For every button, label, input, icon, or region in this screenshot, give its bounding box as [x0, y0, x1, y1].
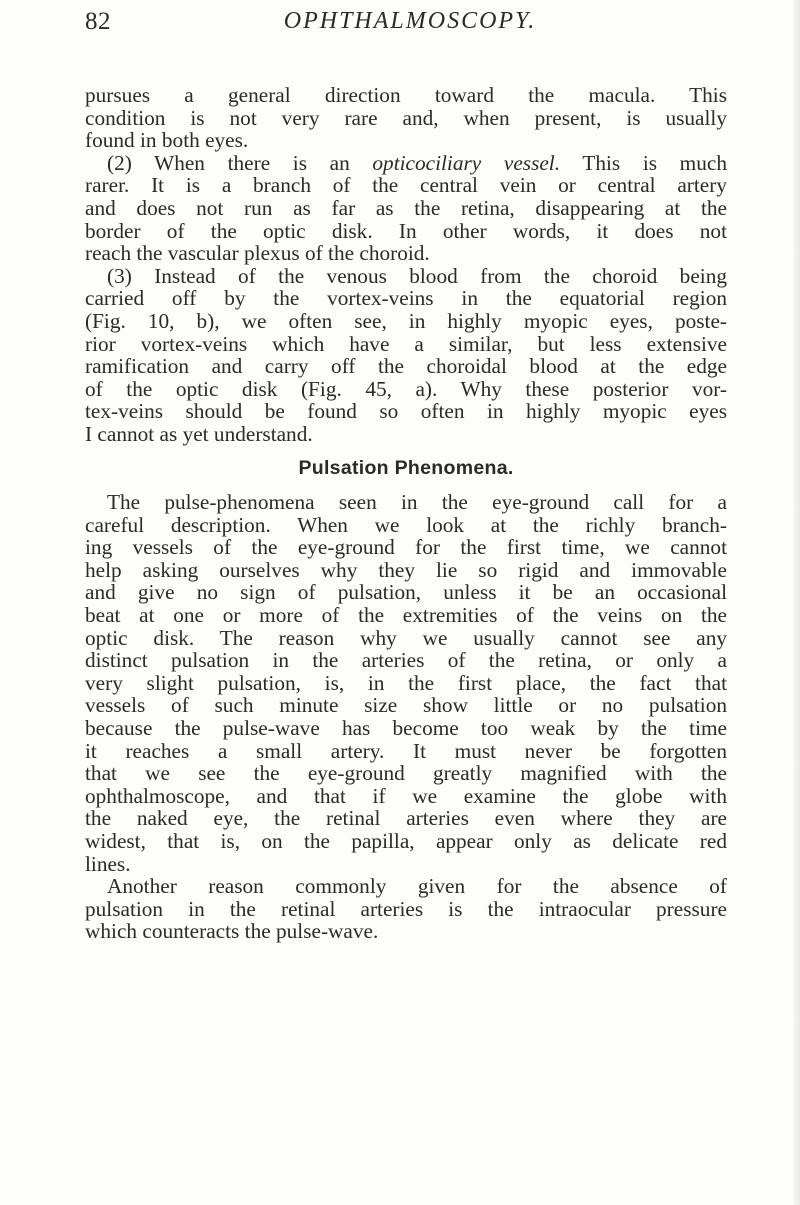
text-line: which counteracts the pulse-wave.	[85, 919, 379, 944]
paragraph-1	[85, 84, 727, 152]
page-number: 82	[85, 8, 111, 35]
text-line: rarer. It is a branch of the central vein or central artery	[85, 173, 727, 198]
text-line: because the pulse-wave has become too weak by the time	[85, 716, 727, 741]
text-line: ramification and carry off the choroidal blood at the edge	[85, 354, 727, 379]
text-line: lines.	[85, 851, 131, 876]
text-line: Another reason commonly given for the absence of	[107, 874, 727, 899]
text-line: widest, that is, on the papilla, appear only as delicate red	[85, 829, 727, 853]
text-line: rior vortex-veins which have a similar, but less extensive	[85, 331, 727, 356]
text-line: border of the optic disk. In other words, it does not	[85, 218, 727, 243]
paragraph-2	[85, 152, 727, 265]
running-head: OPHTHALMOSCOPY.	[283, 8, 537, 34]
emphasis-term: opticociliary vessel.	[372, 150, 561, 175]
text-line: I cannot as yet understand.	[85, 421, 313, 446]
text-line: the naked eye, the retinal arteries even where they are	[85, 806, 727, 831]
text-line: and give no sign of pulsation, unless it be an occasional	[85, 580, 727, 605]
text-line: pulsation in the retinal arteries is the intraocular pressure	[85, 896, 727, 921]
section-heading: Pulsation Phenomena.	[298, 456, 514, 479]
paragraph-4	[85, 491, 727, 875]
text-line: beat at one or more of the extremities of the veins on the	[85, 603, 727, 628]
text-line: very slight pulsation, is, in the first place, the fact that	[85, 670, 727, 695]
item-number: (2) When there is an	[107, 150, 373, 175]
text-line: pursues a general direction toward the macula. This	[85, 83, 727, 107]
text-line: reach the vascular plexus of the choroid.	[85, 241, 430, 266]
page-edge-shadow	[794, 0, 800, 1205]
text-line: it reaches a small artery. It must never be forgotten	[85, 738, 727, 763]
text-line	[85, 152, 727, 175]
text-line: vessels of such minute size show little or no pulsation	[85, 693, 727, 718]
body-text	[85, 84, 727, 943]
text-line: found in both eyes.	[85, 128, 249, 153]
text-line: The pulse-phenomena seen in the eye-ground call for a	[107, 490, 727, 515]
text-line: carried off by the vortex-veins in the equatorial region	[85, 286, 727, 311]
text-line: careful description. When we look at the richly branch-	[85, 512, 727, 537]
text-line: distinct pulsation in the arteries of the retina, or only a	[85, 648, 727, 673]
text-line: ophthalmoscope, and that if we examine the globe with	[85, 783, 727, 808]
paragraph-5	[85, 875, 727, 943]
text-line: condition is not very rare and, when present, is usually	[85, 105, 727, 130]
text-line: ing vessels of the eye-ground for the first time, we cannot	[85, 535, 727, 560]
page-header	[85, 8, 735, 42]
text-line: tex-veins should be found so often in highly myopic eyes	[85, 399, 727, 424]
line-remainder: This is much	[560, 150, 727, 175]
text-line: help asking ourselves why they lie so rigid and immovable	[85, 557, 727, 582]
text-line: that we see the eye-ground greatly magnified with the	[85, 761, 727, 786]
text-line: (Fig. 10, b), we often see, in highly myopic eyes, poste-	[85, 308, 727, 333]
paragraph-3	[85, 265, 727, 446]
text-line: and does not run as far as the retina, disappearing at the	[85, 195, 727, 220]
text-line: (3) Instead of the venous blood from the choroid being	[107, 263, 727, 288]
text-line: optic disk. The reason why we usually cannot see any	[85, 625, 727, 650]
text-line: of the optic disk (Fig. 45, a). Why these posterior vor-	[85, 376, 727, 401]
